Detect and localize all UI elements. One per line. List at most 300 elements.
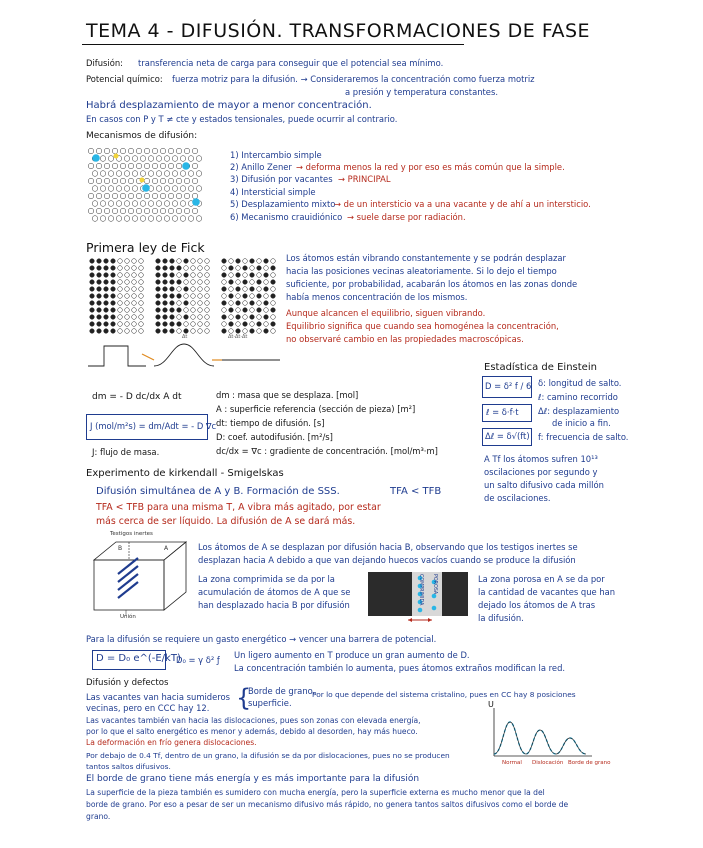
lattice-atom bbox=[176, 193, 182, 199]
lattice-atom bbox=[180, 216, 186, 222]
fick-atom bbox=[198, 315, 203, 320]
fick-jdef: J: flujo de masa. bbox=[92, 447, 160, 457]
fick-atom bbox=[184, 322, 189, 327]
fick-atom bbox=[191, 287, 196, 292]
fick-var-5: dc/dx = ∇c : gradiente de concentración. [mol/m³·m] bbox=[216, 446, 438, 456]
lattice-atom bbox=[192, 193, 198, 199]
lattice-atom bbox=[96, 163, 102, 169]
fick-atom bbox=[250, 294, 255, 299]
lattice-atom bbox=[128, 208, 134, 214]
fick-atom bbox=[205, 273, 210, 278]
lattice-atom bbox=[112, 163, 118, 169]
lattice-atom bbox=[124, 156, 130, 162]
fick-atom bbox=[222, 287, 227, 292]
fick-atom bbox=[163, 273, 168, 278]
fick-atom bbox=[163, 308, 168, 313]
fick-atom bbox=[132, 294, 137, 299]
fick-atom bbox=[111, 266, 116, 271]
lattice-atom bbox=[148, 156, 154, 162]
kirkendall-line2a: TFA < TFB para una misma T, A vibra más agitado, por estar bbox=[96, 502, 381, 513]
fick-atom bbox=[205, 329, 210, 334]
lattice-atom bbox=[128, 148, 134, 154]
potencial-def: fuerza motriz para la difusión. → Consideraremos la concentración como fuerza motriz bbox=[172, 74, 535, 84]
fick-atom bbox=[198, 301, 203, 306]
fick-atom bbox=[222, 315, 227, 320]
kirk-right-note-3: dejado los átomos de A tras bbox=[478, 600, 596, 610]
fick-atom bbox=[205, 301, 210, 306]
fick-concentration-curve bbox=[154, 344, 214, 366]
fick-atom bbox=[118, 315, 123, 320]
fick-atom bbox=[191, 273, 196, 278]
lattice-atom bbox=[108, 186, 114, 192]
fick-atom bbox=[229, 308, 234, 313]
fick-atom bbox=[222, 280, 227, 285]
fick-atom bbox=[198, 259, 203, 264]
lattice-atom bbox=[128, 193, 134, 199]
lattice-atom bbox=[96, 208, 102, 214]
lattice-atom bbox=[160, 163, 166, 169]
lattice-atom bbox=[124, 171, 130, 177]
fick-atom bbox=[229, 273, 234, 278]
fick-atom bbox=[264, 259, 269, 264]
lattice-atom bbox=[180, 186, 186, 192]
fick-atom bbox=[90, 322, 95, 327]
fick-atom bbox=[132, 266, 137, 271]
defectos-l5c: grano. bbox=[86, 812, 111, 821]
lattice-interstitial bbox=[114, 154, 119, 159]
fick-atom bbox=[163, 301, 168, 306]
fick-atom bbox=[184, 280, 189, 285]
fick-atom bbox=[271, 294, 276, 299]
einstein-def-3: Δℓ: desplazamiento bbox=[538, 406, 620, 416]
fick-atom bbox=[90, 273, 95, 278]
fick-atom bbox=[177, 287, 182, 292]
einstein-note-4: de oscilaciones. bbox=[484, 493, 551, 503]
fick-atom bbox=[271, 287, 276, 292]
fick-atom bbox=[111, 301, 116, 306]
lattice-atom bbox=[132, 216, 138, 222]
lattice-atom bbox=[120, 178, 126, 184]
fick-atom bbox=[125, 273, 130, 278]
fick-para1-line2: hacia las posiciones vecinas aleatoriamente. Si lo dejo el tiempo bbox=[286, 266, 557, 276]
fick-atom bbox=[250, 266, 255, 271]
fick-atom bbox=[271, 273, 276, 278]
fick-atom bbox=[229, 259, 234, 264]
lattice-atom bbox=[196, 216, 202, 222]
fick-atom bbox=[156, 308, 161, 313]
fick-atom bbox=[118, 294, 123, 299]
fick-atom bbox=[191, 266, 196, 271]
lattice-atom bbox=[88, 163, 94, 169]
mecanismo-3-note: → PRINCIPAL bbox=[338, 174, 391, 184]
fick-atom bbox=[243, 301, 248, 306]
lattice-atom bbox=[132, 171, 138, 177]
lattice-atom bbox=[140, 156, 146, 162]
defectos-brace-2: superficie. bbox=[248, 698, 292, 708]
kirk-label-union: Unión bbox=[120, 614, 136, 620]
fick-atom bbox=[97, 280, 102, 285]
fick-atom bbox=[97, 259, 102, 264]
fick-atom bbox=[229, 294, 234, 299]
lattice-atom bbox=[136, 208, 142, 214]
lattice-atom bbox=[104, 193, 110, 199]
lattice-atom bbox=[100, 201, 106, 207]
lattice-atom bbox=[120, 193, 126, 199]
fick-atom bbox=[132, 273, 137, 278]
mecanismos-lattice bbox=[86, 146, 208, 226]
kirk-right-note-1: La zona porosa en A se da por bbox=[478, 574, 605, 584]
lattice-atom bbox=[196, 156, 202, 162]
defectos-l5a: La superficie de la pieza también es sumidero con mucha energía, pero la superficie externa es mucho menor que la del bbox=[86, 788, 545, 797]
fick-atom bbox=[125, 287, 130, 292]
fick-atom bbox=[97, 308, 102, 313]
fick-atom bbox=[111, 322, 116, 327]
lattice-atom bbox=[180, 156, 186, 162]
title-underline bbox=[82, 44, 464, 45]
fick-atom bbox=[156, 329, 161, 334]
fick-atom bbox=[264, 280, 269, 285]
kirk-label-a: A bbox=[164, 545, 169, 552]
lattice-atom bbox=[128, 178, 134, 184]
fick-atom bbox=[125, 280, 130, 285]
lattice-atom bbox=[144, 193, 150, 199]
fick-atom bbox=[156, 259, 161, 264]
fick-atom bbox=[104, 266, 109, 271]
fick-atom bbox=[271, 329, 276, 334]
lattice-atom bbox=[136, 148, 142, 154]
fick-atom bbox=[257, 322, 262, 327]
lattice-atom bbox=[88, 208, 94, 214]
fick-atom bbox=[156, 322, 161, 327]
fick-atom bbox=[250, 259, 255, 264]
fick-atom bbox=[177, 273, 182, 278]
lattice-atom bbox=[160, 148, 166, 154]
fick-atom bbox=[139, 294, 144, 299]
fick-atom bbox=[236, 315, 241, 320]
kirk-right-note-2: la cantidad de vacantes que han bbox=[478, 587, 616, 597]
lattice-atom bbox=[196, 186, 202, 192]
lattice-atom bbox=[184, 178, 190, 184]
lattice-atom bbox=[156, 186, 162, 192]
mecanismo-4: 4) Intersticial simple bbox=[230, 187, 316, 197]
fick-atom bbox=[184, 294, 189, 299]
lattice-atom bbox=[152, 208, 158, 214]
fick-atom bbox=[118, 280, 123, 285]
lattice-atom bbox=[160, 178, 166, 184]
mecanismo-1: 1) Intercambio simple bbox=[230, 150, 322, 160]
lattice-diffusing-atom bbox=[182, 162, 190, 170]
fick-atom bbox=[170, 273, 175, 278]
kirk-para-1: Los átomos de A se desplazan por difusión hacia B, observando que los testigos inertes se bbox=[198, 542, 578, 552]
fick-atom bbox=[243, 308, 248, 313]
fick-atom bbox=[250, 322, 255, 327]
fick-atom bbox=[191, 280, 196, 285]
fick-atom bbox=[125, 322, 130, 327]
defectos-l5b: borde de grano. Por eso a pesar de ser un mecanismo difusivo más rápido, no genera tantos saltos difusivos como el borde de bbox=[86, 800, 569, 809]
fick-concentration-curve bbox=[88, 346, 146, 366]
lattice-atom bbox=[92, 201, 98, 207]
fick-atom bbox=[104, 301, 109, 306]
fick-atom bbox=[90, 329, 95, 334]
lattice-atom bbox=[172, 186, 178, 192]
fick-atom bbox=[222, 322, 227, 327]
fick-para2-line3: no observaré cambio en las propiedades macroscópicas. bbox=[286, 334, 524, 344]
fick-var-4: D: coef. autodifusión. [m²/s] bbox=[216, 432, 333, 442]
fick-atom bbox=[90, 259, 95, 264]
fick-atom bbox=[205, 280, 210, 285]
fick-atom bbox=[198, 322, 203, 327]
fick-atom bbox=[139, 266, 144, 271]
lattice-atom bbox=[168, 208, 174, 214]
fick-atom bbox=[111, 287, 116, 292]
lattice-atom bbox=[120, 208, 126, 214]
mecanismo-2: 2) Anillo Zener bbox=[230, 162, 292, 172]
fick-atom bbox=[264, 329, 269, 334]
fick-atom bbox=[229, 301, 234, 306]
difusion-term: Difusión: bbox=[86, 58, 123, 68]
lattice-atom bbox=[152, 178, 158, 184]
fick-arrow bbox=[142, 354, 154, 360]
fick-atom bbox=[163, 322, 168, 327]
lattice-atom bbox=[192, 208, 198, 214]
fick-atom bbox=[271, 259, 276, 264]
kirk-label-b: B bbox=[118, 545, 123, 552]
mecanismo-3: 3) Difusión por vacantes bbox=[230, 174, 333, 184]
einstein-note-3: un salto difusivo cada millón bbox=[484, 480, 604, 490]
page-title: TEMA 4 - DIFUSIÓN. TRANSFORMACIONES DE FASE bbox=[86, 20, 591, 42]
fick-atom bbox=[97, 322, 102, 327]
fick-atom bbox=[184, 308, 189, 313]
mecanismos-header: Mecanismos de difusión: bbox=[86, 131, 198, 141]
defectos-l2red: La deformación en frío genera dislocaciones. bbox=[86, 738, 257, 747]
fick-atom bbox=[184, 266, 189, 271]
fick-atom bbox=[139, 308, 144, 313]
einstein-eq1: D = δ² f / 6 bbox=[485, 381, 532, 391]
lattice-atom bbox=[180, 201, 186, 207]
fick-atom bbox=[177, 329, 182, 334]
energia-eq: D = D₀ e^(-E/kT) bbox=[96, 653, 181, 664]
defectos-l4: El borde de grano tiene más energía y es más importante para la difusión bbox=[86, 774, 420, 784]
lattice-atom bbox=[172, 201, 178, 207]
fick-atom bbox=[236, 287, 241, 292]
defectos-l3b: tantos saltos difusivos. bbox=[86, 762, 171, 771]
fick-atom bbox=[170, 294, 175, 299]
lattice-atom bbox=[104, 208, 110, 214]
fick-para2-line1: Aunque alcancen el equilibrio, siguen vibrando. bbox=[286, 308, 486, 318]
fick-atom bbox=[271, 315, 276, 320]
fick-atom bbox=[163, 329, 168, 334]
defectos-header: Difusión y defectos bbox=[86, 678, 169, 688]
lattice-atom bbox=[144, 208, 150, 214]
lattice-atom bbox=[176, 148, 182, 154]
fick-atom bbox=[191, 329, 196, 334]
fick-atom bbox=[97, 266, 102, 271]
mecanismo-6-note: → suele darse por radiación. bbox=[347, 212, 466, 222]
lattice-atom bbox=[168, 148, 174, 154]
fick-atom bbox=[257, 308, 262, 313]
fick-atom bbox=[229, 315, 234, 320]
fick-atom bbox=[271, 322, 276, 327]
lattice-atom bbox=[172, 156, 178, 162]
fick-atom bbox=[229, 329, 234, 334]
intro-line-3: Habrá desplazamiento de mayor a menor concentración. bbox=[86, 100, 372, 111]
fick-atom bbox=[250, 287, 255, 292]
fick-atom bbox=[163, 294, 168, 299]
fick-atom bbox=[163, 259, 168, 264]
einstein-def-4: de inicio a fin. bbox=[552, 418, 611, 428]
fick-para1-line4: había menos concentración de los mismos. bbox=[286, 292, 468, 302]
fick-atom bbox=[205, 287, 210, 292]
lattice-atom bbox=[176, 163, 182, 169]
kirkendall-line1: Difusión simultánea de A y B. Formación de SSS. bbox=[96, 486, 340, 497]
fick-atom bbox=[250, 308, 255, 313]
fick-atom bbox=[170, 301, 175, 306]
fick-atom bbox=[111, 259, 116, 264]
kirkendall-line1b: TFA < TFB bbox=[390, 486, 442, 497]
fick-atom bbox=[257, 329, 262, 334]
fick-atom bbox=[236, 273, 241, 278]
lattice-atom bbox=[116, 171, 122, 177]
lattice-atom bbox=[160, 193, 166, 199]
fick-atom bbox=[250, 273, 255, 278]
fick-atom bbox=[243, 287, 248, 292]
fick-atom bbox=[118, 266, 123, 271]
fick-atom bbox=[243, 322, 248, 327]
fick-atom bbox=[170, 308, 175, 313]
fick-atom bbox=[90, 266, 95, 271]
lattice-atom bbox=[160, 208, 166, 214]
lattice-atom bbox=[112, 208, 118, 214]
mecanismo-6: 6) Mecanismo crauidiónico bbox=[230, 212, 343, 222]
fick-atom bbox=[139, 322, 144, 327]
fick-atom bbox=[139, 259, 144, 264]
fick-atom bbox=[191, 315, 196, 320]
lattice-atom bbox=[140, 171, 146, 177]
fick-atom bbox=[243, 280, 248, 285]
fick-atom bbox=[264, 315, 269, 320]
fick-atom bbox=[250, 280, 255, 285]
fick-atom bbox=[97, 287, 102, 292]
lattice-atom bbox=[144, 148, 150, 154]
fick-atom bbox=[205, 266, 210, 271]
lattice-atom bbox=[196, 171, 202, 177]
defectos-l1: Las vacantes van hacia sumideros bbox=[86, 692, 231, 702]
fick-atom bbox=[104, 280, 109, 285]
einstein-note-1: A Tf los átomos sufren 10¹³ bbox=[484, 454, 598, 464]
fick-atom bbox=[257, 315, 262, 320]
defectos-l2b: por lo que el salto energético es menor y además, debido al desorden, hay más hueco. bbox=[86, 727, 418, 736]
difusion-def: transferencia neta de carga para conseguir que el potencial sea mínimo. bbox=[138, 58, 444, 68]
fick-atom bbox=[111, 329, 116, 334]
fick-atom bbox=[177, 259, 182, 264]
lattice-atom bbox=[164, 186, 170, 192]
defectos-brace-1: Borde de grano. bbox=[248, 686, 316, 696]
einstein-eq2: ℓ = δ·f·t bbox=[486, 407, 519, 417]
lattice-diffusing-atom bbox=[92, 154, 100, 162]
fick-atom bbox=[184, 301, 189, 306]
fick-atom bbox=[264, 287, 269, 292]
fick-atom bbox=[205, 308, 210, 313]
defectos-graph-ylabel: U bbox=[488, 700, 494, 709]
defectos-graph-label-1: Normal bbox=[502, 760, 522, 766]
lattice-atom bbox=[192, 163, 198, 169]
fick-atom bbox=[271, 280, 276, 285]
fick-atom bbox=[222, 294, 227, 299]
lattice-atom bbox=[96, 193, 102, 199]
fick-atom bbox=[118, 308, 123, 313]
fick-eq1: dm = - D dc/dx A dt bbox=[92, 392, 182, 402]
lattice-atom bbox=[164, 171, 170, 177]
fick-atom bbox=[132, 315, 137, 320]
fick-atom bbox=[132, 280, 137, 285]
lattice-atom bbox=[92, 171, 98, 177]
lattice-atom bbox=[140, 216, 146, 222]
fick-atom bbox=[191, 259, 196, 264]
fick-atom bbox=[184, 259, 189, 264]
fick-atom bbox=[125, 294, 130, 299]
fick-atom bbox=[125, 329, 130, 334]
fick-atom bbox=[132, 301, 137, 306]
fick-atom bbox=[243, 259, 248, 264]
lattice-atom bbox=[104, 178, 110, 184]
fick-atom bbox=[250, 315, 255, 320]
fick-atom bbox=[132, 322, 137, 327]
lattice-atom bbox=[184, 208, 190, 214]
fick-atom bbox=[222, 329, 227, 334]
fick-atom bbox=[170, 329, 175, 334]
fick-atom bbox=[125, 308, 130, 313]
lattice-atom bbox=[188, 171, 194, 177]
fick-atom bbox=[264, 322, 269, 327]
lattice-atom bbox=[132, 201, 138, 207]
fick-atom bbox=[198, 280, 203, 285]
fick-diagram bbox=[86, 256, 286, 378]
energia-line: Para la difusión se requiere un gasto energético → vencer una barrera de potencial. bbox=[86, 634, 437, 644]
lattice-atom bbox=[172, 216, 178, 222]
fick-atom bbox=[271, 301, 276, 306]
einstein-def-2: ℓ: camino recorrido bbox=[538, 392, 618, 402]
lattice-atom bbox=[96, 148, 102, 154]
fick-atom bbox=[222, 308, 227, 313]
fick-atom bbox=[125, 301, 130, 306]
kirkendall-header: Experimento de kirkendall - Smigelskas bbox=[86, 468, 284, 479]
lattice-atom bbox=[168, 193, 174, 199]
lattice-atom bbox=[152, 193, 158, 199]
fick-atom bbox=[125, 315, 130, 320]
lattice-atom bbox=[156, 171, 162, 177]
fick-atom bbox=[170, 287, 175, 292]
lattice-atom bbox=[140, 201, 146, 207]
fick-atom bbox=[132, 259, 137, 264]
defectos-energy-graph bbox=[486, 704, 596, 768]
fick-atom bbox=[243, 329, 248, 334]
fick-para1-line3: suficiente, por probabilidad, acabarán los átomos en las zonas donde bbox=[286, 279, 578, 289]
fick-atom bbox=[243, 266, 248, 271]
kirk-strip-label-right: POROSA bbox=[432, 574, 437, 595]
einstein-def-1: δ: longitud de salto. bbox=[538, 378, 622, 388]
lattice-atom bbox=[164, 216, 170, 222]
kirk-left-note-2: acumulación de átomos de A que se bbox=[198, 587, 351, 597]
fick-atom bbox=[198, 273, 203, 278]
fick-para1-line1: Los átomos están vibrando constantemente y se podrán desplazar bbox=[286, 253, 566, 263]
lattice-atom bbox=[112, 178, 118, 184]
fick-atom bbox=[163, 287, 168, 292]
lattice-atom bbox=[136, 163, 142, 169]
fick-atom bbox=[97, 315, 102, 320]
lattice-atom bbox=[88, 148, 94, 154]
lattice-atom bbox=[192, 178, 198, 184]
fick-atom bbox=[257, 273, 262, 278]
